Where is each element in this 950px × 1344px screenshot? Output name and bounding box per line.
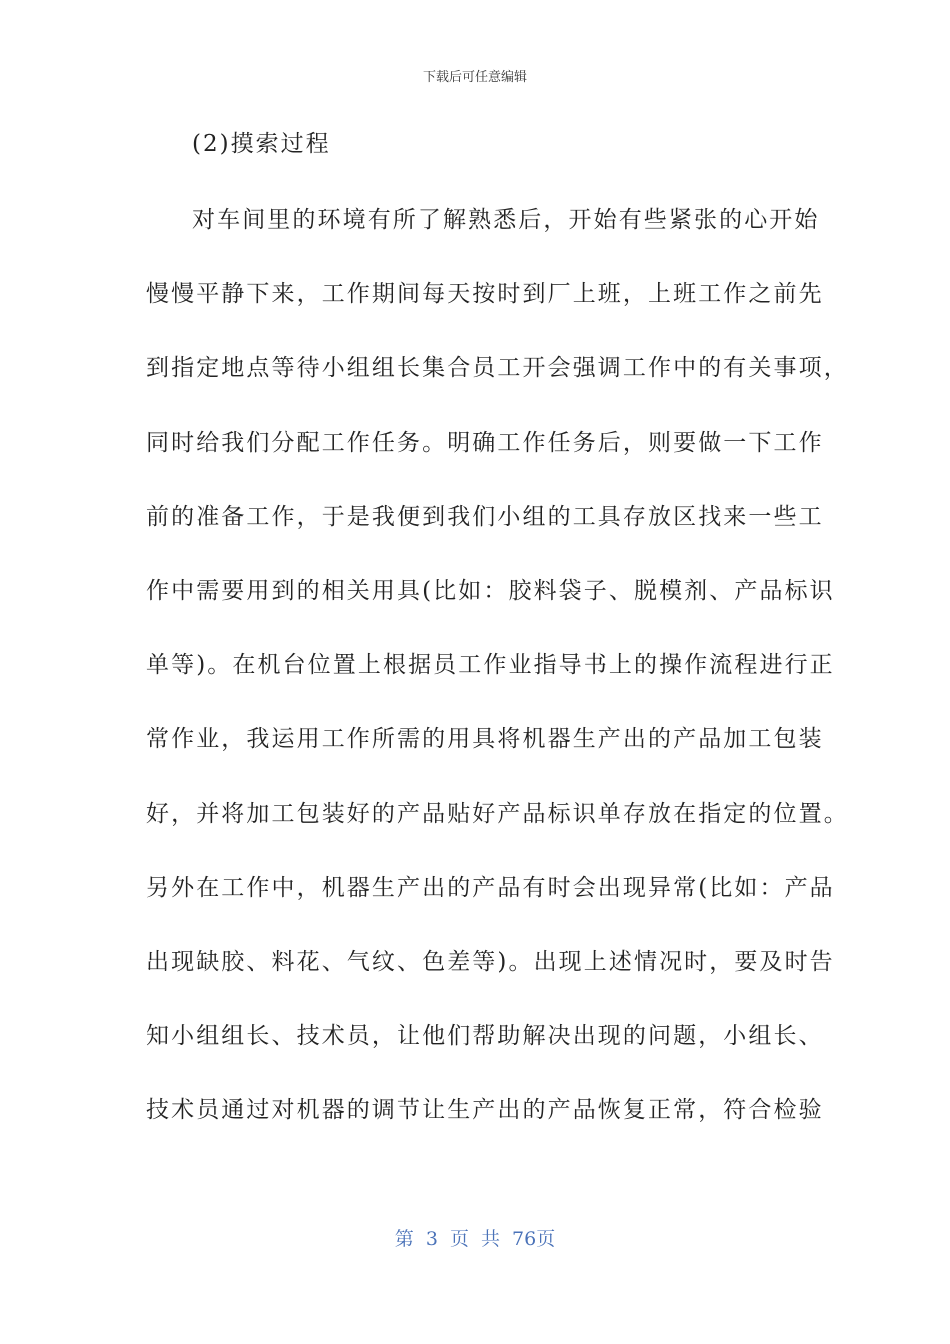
body-line: 单等)。在机台位置上根据员工作业指导书上的操作流程进行正 [146,652,835,679]
body-line: 对车间里的环境有所了解熟悉后，开始有些紧张的心开始 [192,207,820,233]
body-line: 好，并将加工包装好的产品贴好产品标识单存放在指定的位置。 [146,800,849,827]
body-line: 常作业，我运用工作所需的用具将机器生产出的产品加工包装 [146,726,824,753]
page-footer: 第 3 页 共 76页 [394,1228,556,1250]
body-line: 慢慢平静下来，工作期间每天按时到厂上班，上班工作之前先 [146,281,824,308]
section-heading: (2)摸索过程 [192,131,331,157]
body-line: 作中需要用到的相关用具(比如：胶料袋子、脱模剂、产品标识 [146,577,835,604]
body-text [146,200,849,1164]
header-note: 下载后可任意编辑 [422,70,527,85]
body-line: 出现缺胶、料花、气纹、色差等)。出现上述情况时，要及时告 [146,948,835,975]
body-line: 技术员通过对机器的调节让生产出的产品恢复正常，符合检验 [146,1097,824,1124]
body-line: 到指定地点等待小组组长集合员工开会强调工作中的有关事项， [146,355,849,382]
body-line: 另外在工作中，机器生产出的产品有时会出现异常(比如：产品 [146,874,835,901]
body-line: 同时给我们分配工作任务。明确工作任务后，则要做一下工作 [146,429,824,456]
body-line: 前的准备工作，于是我便到我们小组的工具存放区找来一些工 [146,503,824,530]
body-line: 知小组组长、技术员，让他们帮助解决出现的问题，小组长、 [146,1023,824,1050]
